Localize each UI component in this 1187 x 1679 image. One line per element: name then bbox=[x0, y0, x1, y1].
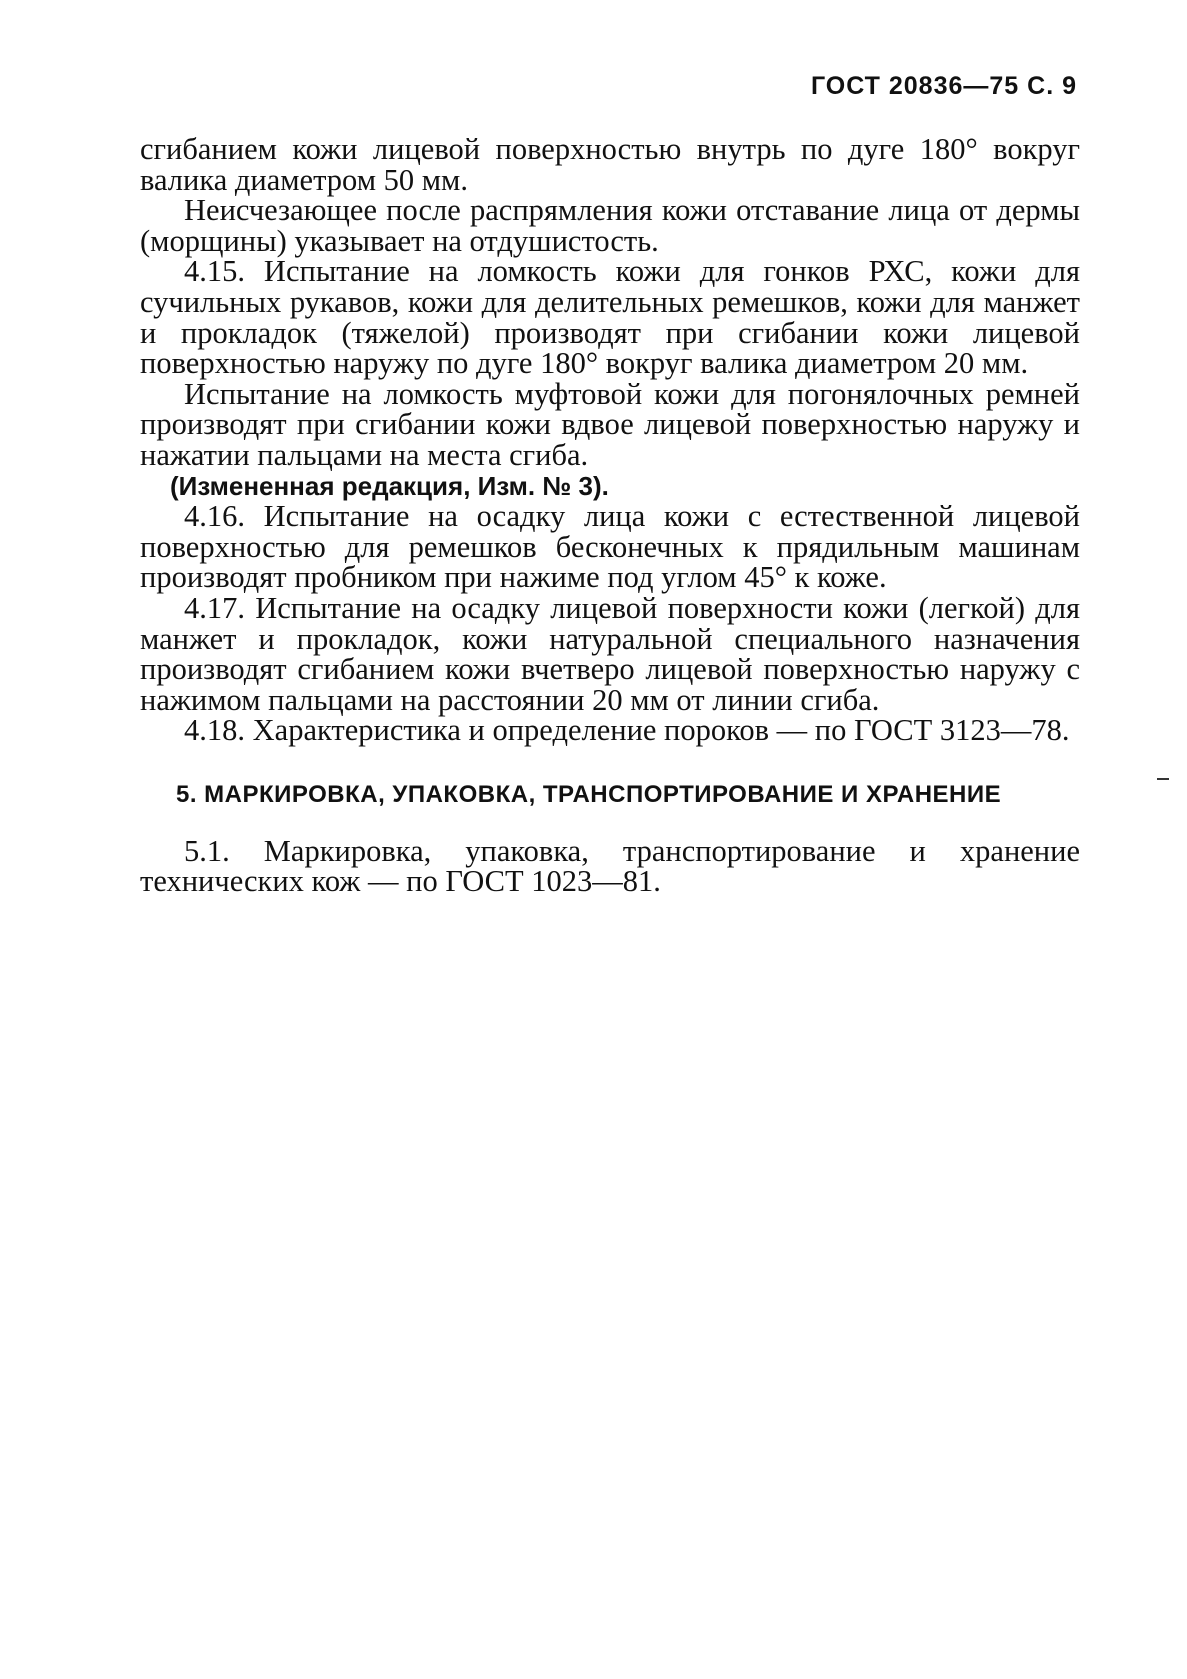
document-body bbox=[140, 134, 1080, 897]
paragraph-4-17: 4.17. Испытание на осадку лицевой поверхности кожи (легкой) для манжет и прокладок, кожи натуральной специального назначения производят сгибанием кожи вчетверо лицевой поверхностью наружу с нажимом пальцами на расстоянии 20 мм от линии сгиба. bbox=[140, 590, 1080, 717]
paragraph-wrinkles: Неисчезающее после распрямления кожи отставание лица от дермы (морщины) указывает на отдушистость. bbox=[140, 193, 1080, 258]
amendment-note: (Измененная редакция, Изм. № 3). bbox=[170, 470, 609, 501]
paragraph-4-15: 4.15. Испытание на ломкость кожи для гонков РХС, кожи для сучильных рукавов, кожи для делительных ремешков, кожи для манжет и прокладок (тяжелой) производят при сгибании кожи лицевой поверхностью наружу по дуге 180° вокруг валика диаметром 20 мм. bbox=[140, 254, 1080, 381]
paragraph-4-18: 4.18. Характеристика и определение пороков — по ГОСТ 3123—78. bbox=[184, 713, 1070, 748]
margin-mark bbox=[1157, 778, 1169, 780]
paragraph-muff-leather: Испытание на ломкость муфтовой кожи для погонялочных ремней производят при сгибании кожи вдвое лицевой поверхностью наружу и нажатии пальцами на места сгиба. bbox=[140, 376, 1080, 472]
paragraph-4-16: 4.16. Испытание на осадку лица кожи с естественной лицевой поверхностью для ремешков бесконечных к прядильным машинам производят пробником при нажиме под углом 45° к коже. bbox=[140, 499, 1080, 595]
paragraph-continuation: сгибанием кожи лицевой поверхностью внутрь по дуге 180° вокруг валика диаметром 50 мм. bbox=[140, 132, 1080, 197]
section-5-title: 5. МАРКИРОВКА, УПАКОВКА, ТРАНСПОРТИРОВАНИЕ И ХРАНЕНИЕ bbox=[176, 780, 1002, 808]
page-header: ГОСТ 20836—75 С. 9 bbox=[810, 72, 1077, 100]
paragraph-5-1: 5.1. Маркировка, упаковка, транспортирование и хранение технических кож — по ГОСТ 1023—81. bbox=[140, 833, 1080, 899]
